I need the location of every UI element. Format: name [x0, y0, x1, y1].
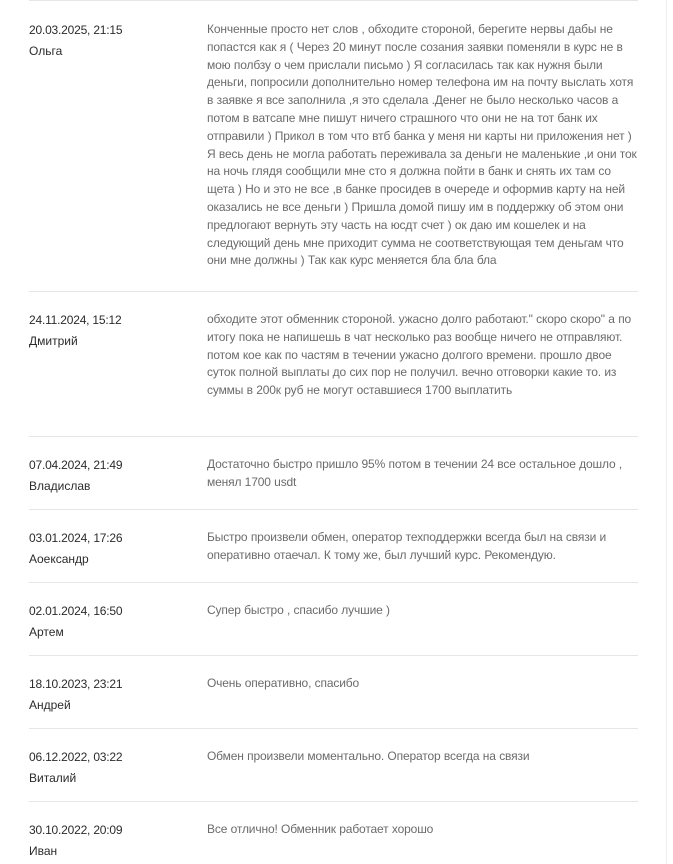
review-author: Артем	[29, 625, 64, 639]
review-date: 02.01.2024, 16:50	[29, 604, 123, 618]
review-meta	[29, 748, 207, 801]
review-text: Супер быстро , спасибо лучшие )	[207, 603, 390, 617]
review-author: Аоександр	[29, 552, 89, 566]
review-date: 18.10.2023, 23:21	[29, 677, 123, 691]
review-meta	[29, 602, 207, 655]
review-author: Дмитрий	[29, 334, 78, 348]
review-author: Владислав	[29, 479, 91, 493]
review-date: 24.11.2024, 15:12	[29, 313, 122, 327]
review-meta	[29, 675, 207, 728]
review-text: обходите этот обменник стороной. ужасно долго работают." скоро скоро" а по итогу пока не напишешь в чат несколько раз вообще ничего не отправляют. потом кое как по частям в течении ужасно долгого времени. прошло двое суток полной выплаты до сих пор не получил. вечно отговорки какие то. из суммы в 200к руб не могут оставшиеся 1700 выплатить	[207, 312, 632, 398]
reviews-list	[29, 0, 638, 862]
review-text: Обмен произвели моментально. Оператор всегда на связи	[207, 749, 530, 763]
review-item	[29, 656, 638, 729]
review-date: 30.10.2022, 20:09	[29, 823, 123, 837]
review-item	[29, 292, 638, 437]
review-date: 07.04.2024, 21:49	[29, 458, 123, 472]
review-date: 06.12.2022, 03:22	[29, 750, 123, 764]
review-text: Конченные просто нет слов , обходите стороной, берегите нервы дабы не попастся как я ( Через 20 минут после созания заявки поменяли в курс не в мою полбзу о чем прислали письмо ) Я согласилась так как нужня были деньги, попросили дополнительно номер телефона им на почту выслать хотя в заявке я все заполнила ,я это сделала .Денег не было несколько часов а потом в ватсапе мне пишут ничего страшного что они не на тот банк их отправили ) Прикол в том что втб банка у меня ни карты ни приложения нет ) Я весь день не могла работать переживала за деньги не маленькие ,и они ток на ночь глядя сообщили мне сто я должна пойти в банк и снять их там со щета ) Но и это не все ,в банке просидев в очереде и оформив карту на ней оказались не все деньги ) Пришла домой пишу им в поддержку об этом они предлогают вернуть эту часть на юсдт счет ) ок даю им кошелек и на следующий день мне приходит сумма не соответствующая тем деньгам что они мне должны ) Так как курс меняется бла бла бла	[207, 22, 637, 268]
scroll-edge-divider	[666, 0, 667, 864]
review-date: 20.03.2025, 21:15	[29, 23, 123, 37]
review-item	[29, 802, 638, 862]
review-meta	[29, 456, 207, 509]
review-meta	[29, 21, 207, 291]
review-author: Иван	[29, 844, 58, 858]
review-author: Андрей	[29, 698, 71, 712]
review-item	[29, 0, 638, 292]
review-date: 03.01.2024, 17:26	[29, 531, 123, 545]
review-text: Быстро произвели обмен, оператор техподдержки всегда был на связи и оперативно отаечал. К тому же, был лучший курс. Рекомендую.	[207, 530, 607, 562]
review-meta	[29, 529, 207, 582]
review-item	[29, 583, 638, 656]
review-text: Достаточно быстро пришло 95% потом в течении 24 все остальное дошло , менял 1700 usdt	[207, 457, 623, 489]
review-item	[29, 510, 638, 583]
review-meta	[29, 821, 207, 862]
review-author: Виталий	[29, 771, 77, 785]
review-meta	[29, 311, 207, 436]
review-author: Ольга	[29, 44, 63, 58]
review-item	[29, 729, 638, 802]
review-text: Все отличноǃ Обменник работает хорошо	[207, 822, 434, 836]
review-text: Очень оперативно, спасибо	[207, 676, 360, 690]
review-item	[29, 437, 638, 510]
